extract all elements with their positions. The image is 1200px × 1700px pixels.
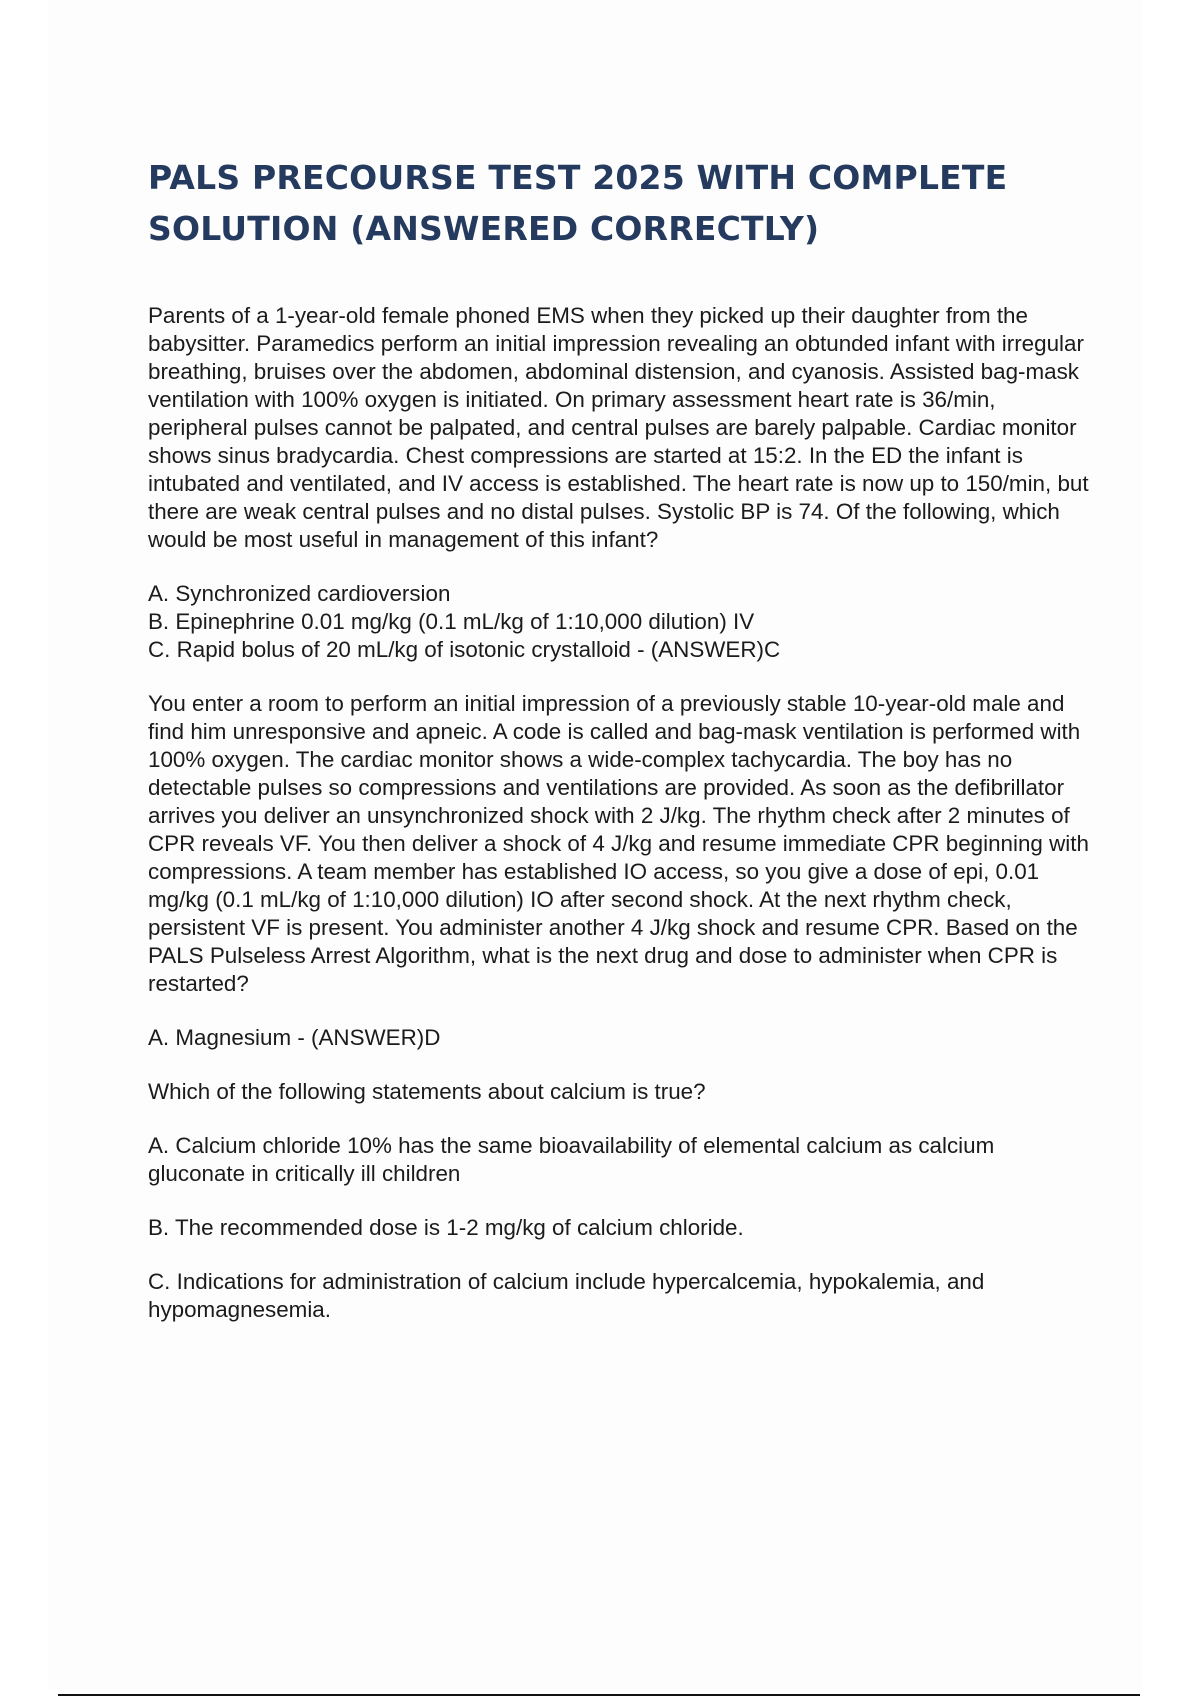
document-title: PALS PRECOURSE TEST 2025 WITH COMPLETE SOLUTION (ANSWERED CORRECTLY) bbox=[148, 158, 1008, 248]
question-2-text: You enter a room to perform an initial impression of a previously stable 10-year-old male and find him unresponsive and apneic. A code is called and bag-mask ventilation is performed with 100% oxygen. The cardiac monitor shows a wide-complex tachycardia. The boy has no detectable pulses so compressions and ventilations are provided. As soon as the defibrillator arrives you deliver an unsynchronized shock with 2 J/kg. The rhythm check after 2 minutes of CPR reveals VF. You then deliver a shock of 4 J/kg and resume immediate CPR beginning with compressions. A team member has established IO access, so you give a dose of epi, 0.01 mg/kg (0.1 mL/kg of 1:10,000 dilution) IO after second shock. At the next rhythm check, persistent VF is present. You administer another 4 J/kg shock and resume CPR. Based on the PALS Pulseless Arrest Algorithm, what is the next drug and dose to administer when CPR is restarted? bbox=[148, 691, 1089, 996]
question-2-option-a: A. Magnesium - (ANSWER)D bbox=[148, 1025, 441, 1050]
question-3-option-c: C. Indications for administration of calcium include hypercalcemia, hypokalemia, and hypomagnesemia. bbox=[148, 1269, 985, 1322]
question-1-option-c: C. Rapid bolus of 20 mL/kg of isotonic crystalloid - (ANSWER)C bbox=[148, 637, 781, 662]
question-1-text: Parents of a 1-year-old female phoned EMS when they picked up their daughter from the babysitter. Paramedics perform an initial impression revealing an obtunded infant with irregular breathing, bruises over the abdomen, abdominal distension, and cyanosis. Assisted bag-mask ventilation with 100% oxygen is initiated. On primary assessment heart rate is 36/min, peripheral pulses cannot be palpated, and central pulses are barely palpable. Cardiac monitor shows sinus bradycardia. Chest compressions are started at 15:2. In the ED the infant is intubated and ventilated, and IV access is established. The heart rate is now up to 150/min, but there are weak central pulses and no distal pulses. Systolic BP is 74. Of the following, which would be most useful in management of this infant? bbox=[148, 303, 1089, 552]
document-body bbox=[148, 302, 1094, 1324]
question-1-option-a: A. Synchronized cardioversion bbox=[148, 581, 451, 606]
question-1-option-b: B. Epinephrine 0.01 mg/kg (0.1 mL/kg of 1:10,000 dilution) IV bbox=[148, 609, 755, 634]
page-bottom-divider bbox=[58, 1694, 1140, 1696]
question-3-option-b: B. The recommended dose is 1-2 mg/kg of calcium chloride. bbox=[148, 1215, 744, 1240]
question-3-option-a: A. Calcium chloride 10% has the same bioavailability of elemental calcium as calcium gluconate in critically ill children bbox=[148, 1133, 995, 1186]
question-3-text: Which of the following statements about calcium is true? bbox=[148, 1079, 706, 1104]
